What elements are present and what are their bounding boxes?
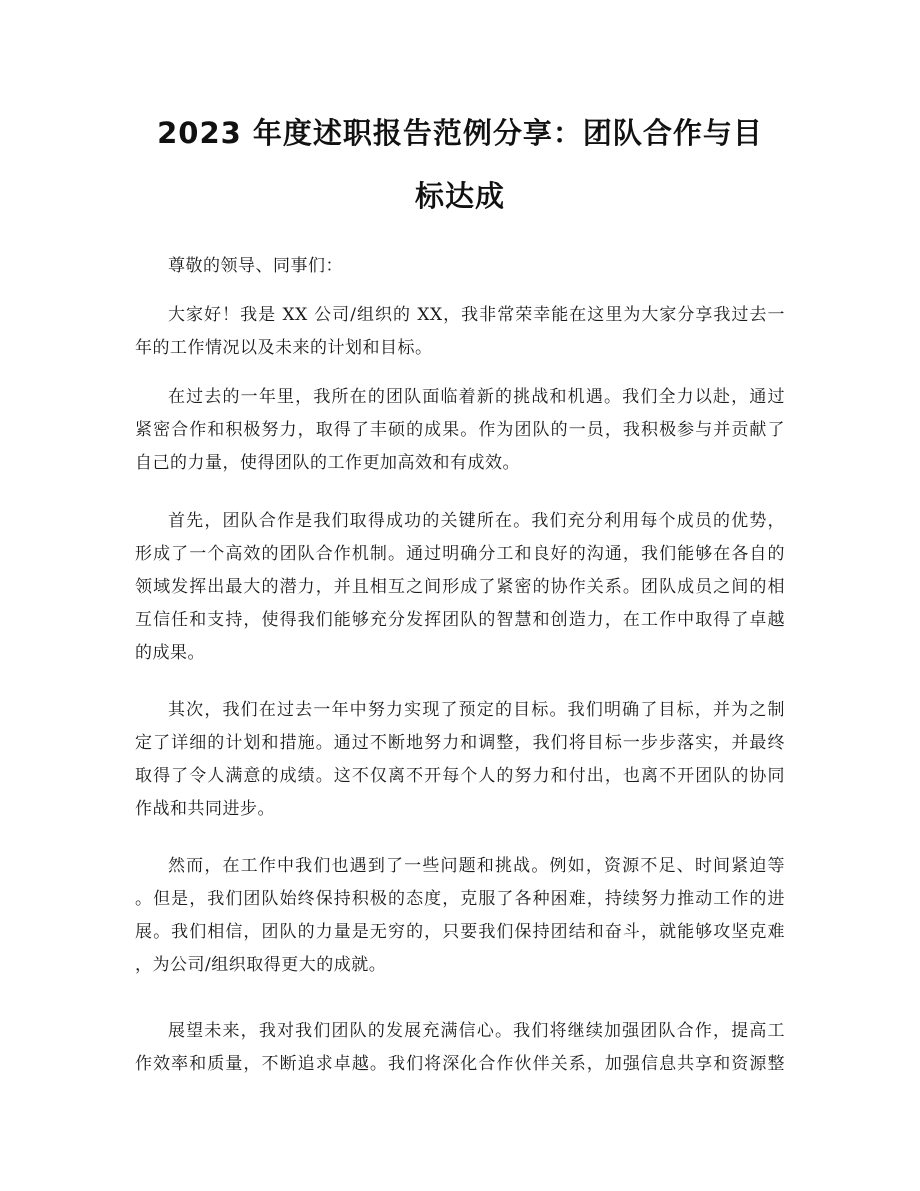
paragraph-4-line-1: 其次，我们在过去一年中努力实现了预定的目标。我们明确了目标，并为之制 (168, 700, 785, 720)
paragraph-5-line-3: 展。我们相信，团队的力量是无穷的，只要我们保持团结和奋斗，就能够攻坚克难 (135, 922, 785, 942)
paragraph-2-line-2: 紧密合作和积极努力，取得了丰硕的成果。作为团队的一员，我积极参与并贡献了 (135, 420, 785, 440)
paragraph-3-line-4: 互信任和支持，使得我们能够充分发挥团队的智慧和创造力，在工作中取得了卓越 (135, 610, 785, 630)
paragraph-4-line-2: 定了详细的计划和措施。通过不断地努力和调整，我们将目标一步步落实，并最终 (135, 733, 785, 753)
paragraph-2-line-3: 自己的力量，使得团队的工作更加高效和有成效。 (135, 453, 520, 473)
paragraph-6-line-2: 作效率和质量，不断追求卓越。我们将深化合作伙伴关系，加强信息共享和资源整 (135, 1054, 785, 1074)
paragraph-3-line-2: 形成了一个高效的团队合作机制。通过明确分工和良好的沟通，我们能够在各自的 (135, 544, 785, 564)
paragraph-5-line-1: 然而，在工作中我们也遇到了一些问题和挑战。例如，资源不足、时间紧迫等 (168, 856, 785, 876)
paragraph-5-line-2: 。但是，我们团队始终保持积极的态度，克服了各种困难，持续努力推动工作的进 (135, 889, 785, 909)
salutation: 尊敬的领导、同事们： (168, 256, 343, 276)
paragraph-1-line-2: 年的工作情况以及未来的计划和目标。 (135, 338, 433, 358)
paragraph-1-line-1: 大家好！我是 XX 公司/组织的 XX，我非常荣幸能在这里为大家分享我过去一 (168, 305, 785, 325)
paragraph-6-line-1: 展望未来，我对我们团队的发展充满信心。我们将继续加强团队合作，提高工 (168, 1021, 785, 1041)
paragraph-3-line-3: 领域发挥出最大的潜力，并且相互之间形成了紧密的协作关系。团队成员之间的相 (135, 577, 785, 597)
paragraph-5-line-4: ，为公司/组织取得更大的成就。 (135, 955, 387, 975)
paragraph-2-line-1: 在过去的一年里，我所在的团队面临着新的挑战和机遇。我们全力以赴，通过 (168, 387, 785, 407)
paragraph-4-line-3: 取得了令人满意的成绩。这不仅离不开每个人的努力和付出，也离不开团队的协同 (135, 766, 785, 786)
paragraph-4-line-4: 作战和共同进步。 (135, 799, 275, 819)
paragraph-3-line-1: 首先，团队合作是我们取得成功的关键所在。我们充分利用每个成员的优势， (168, 511, 785, 531)
paragraph-3-line-5: 的成果。 (135, 643, 205, 663)
document-title-line-2: 标达成 (414, 179, 505, 213)
document-title-line-1: 2023 年度述职报告范例分享：团队合作与目 (157, 116, 763, 150)
